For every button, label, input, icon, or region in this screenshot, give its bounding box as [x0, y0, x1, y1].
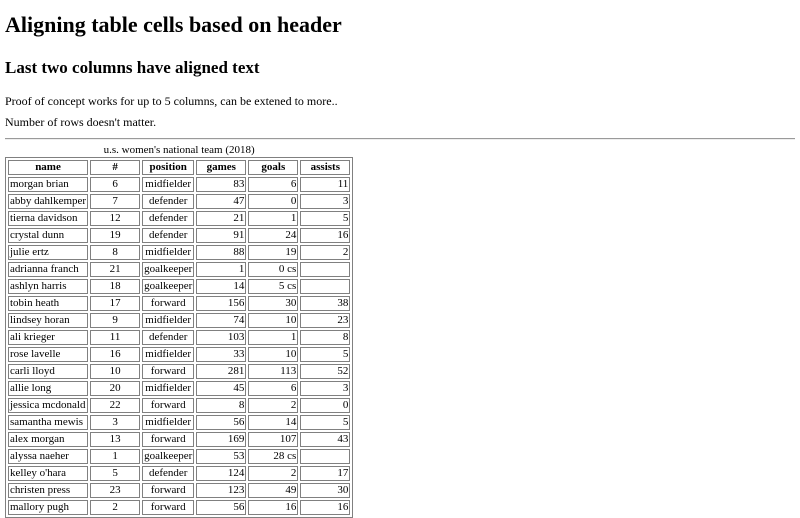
- intro-text-1: Proof of concept works for up to 5 columns, can be extened to more..: [5, 94, 338, 108]
- cell-position: forward: [142, 364, 194, 379]
- cell-number: 9: [90, 313, 140, 328]
- cell-name: lindsey horan: [8, 313, 88, 328]
- table-header-row: [8, 160, 350, 175]
- cell-name: carli lloyd: [8, 364, 88, 379]
- page: [0, 12, 800, 518]
- cell-games: 156: [196, 296, 246, 311]
- roster-table: [5, 144, 353, 518]
- cell-name: adrianna franch: [8, 262, 88, 277]
- cell-goals: 49: [248, 483, 298, 498]
- cell-assists: 30: [300, 483, 350, 498]
- cell-goals: 16: [248, 500, 298, 515]
- cell-position: forward: [142, 296, 194, 311]
- cell-number: 12: [90, 211, 140, 226]
- cell-goals: 10: [248, 313, 298, 328]
- cell-name: kelley o'hara: [8, 466, 88, 481]
- cell-assists: [300, 449, 350, 464]
- cell-goals: 5 cs: [248, 279, 298, 294]
- table-row: [8, 466, 350, 481]
- table-body: [8, 177, 350, 515]
- cell-position: goalkeeper: [144, 450, 193, 462]
- cell-goals: 6: [248, 177, 298, 192]
- cell-assists: 2: [300, 245, 350, 260]
- table-row: [8, 279, 350, 294]
- cell-number: 17: [90, 296, 140, 311]
- cell-goals: 14: [248, 415, 298, 430]
- table-row: [8, 313, 350, 328]
- cell-games: 123: [196, 483, 246, 498]
- cell-position: forward: [142, 398, 194, 413]
- cell-goals: 6: [248, 381, 298, 396]
- cell-position: forward: [142, 483, 194, 498]
- table-row: [8, 381, 350, 396]
- cell-position: defender: [142, 211, 194, 226]
- column-header-goals: goals: [248, 160, 298, 175]
- cell-name: morgan brian: [8, 177, 88, 192]
- cell-games: 56: [196, 415, 246, 430]
- cell-assists: 5: [300, 211, 350, 226]
- table-row: [8, 398, 350, 413]
- cell-goals: 1: [248, 330, 298, 345]
- cell-games: 124: [196, 466, 246, 481]
- cell-goals: 2: [248, 466, 298, 481]
- cell-assists: 11: [300, 177, 350, 192]
- table-row: [8, 245, 350, 260]
- cell-goals: 30: [248, 296, 298, 311]
- cell-name: allie long: [8, 381, 88, 396]
- column-header-name: name: [8, 160, 88, 175]
- cell-position: midfielder: [142, 177, 194, 192]
- cell-number: 8: [90, 245, 140, 260]
- cell-goals: 1: [248, 211, 298, 226]
- cell-games: 74: [196, 313, 246, 328]
- cell-name: christen press: [8, 483, 88, 498]
- cell-games: 1: [196, 262, 246, 277]
- cell-number: 16: [90, 347, 140, 362]
- cell-games: 91: [196, 228, 246, 243]
- cell-name: mallory pugh: [8, 500, 88, 515]
- cell-goals: 28 cs: [248, 449, 298, 464]
- cell-assists: 17: [300, 466, 350, 481]
- cell-position: defender: [142, 466, 194, 481]
- cell-assists: 5: [300, 347, 350, 362]
- cell-goals: 113: [248, 364, 298, 379]
- cell-number: 11: [90, 330, 140, 345]
- table-row: [8, 262, 350, 277]
- table-row: [8, 432, 350, 447]
- cell-games: 8: [196, 398, 246, 413]
- cell-number: 1: [90, 449, 140, 464]
- cell-number: 22: [90, 398, 140, 413]
- cell-assists: 43: [300, 432, 350, 447]
- cell-assists: 52: [300, 364, 350, 379]
- cell-games: 21: [196, 211, 246, 226]
- cell-number: 3: [90, 415, 140, 430]
- cell-position: midfielder: [142, 347, 194, 362]
- cell-position: forward: [142, 432, 194, 447]
- cell-assists: 16: [300, 500, 350, 515]
- cell-goals: 0 cs: [248, 262, 298, 277]
- cell-number: 5: [90, 466, 140, 481]
- cell-games: 56: [196, 500, 246, 515]
- cell-games: 47: [196, 194, 246, 209]
- cell-games: 53: [196, 449, 246, 464]
- cell-games: 169: [196, 432, 246, 447]
- cell-assists: 5: [300, 415, 350, 430]
- cell-assists: 16: [300, 228, 350, 243]
- column-header-games: games: [196, 160, 246, 175]
- cell-assists: 3: [300, 381, 350, 396]
- cell-assists: 3: [300, 194, 350, 209]
- cell-number: 2: [90, 500, 140, 515]
- cell-name: alyssa naeher: [8, 449, 88, 464]
- cell-name: ali krieger: [8, 330, 88, 345]
- table-row: [8, 449, 350, 464]
- table-caption: u.s. women's national team (2018): [103, 144, 255, 156]
- table-row: [8, 347, 350, 362]
- cell-assists: 23: [300, 313, 350, 328]
- cell-position: midfielder: [142, 245, 194, 260]
- column-header-assists: assists: [300, 160, 350, 175]
- cell-name: alex morgan: [8, 432, 88, 447]
- cell-name: crystal dunn: [8, 228, 88, 243]
- cell-games: 103: [196, 330, 246, 345]
- cell-name: julie ertz: [8, 245, 88, 260]
- cell-goals: 107: [248, 432, 298, 447]
- cell-assists: 0: [300, 398, 350, 413]
- cell-number: 13: [90, 432, 140, 447]
- cell-number: 20: [90, 381, 140, 396]
- cell-assists: 8: [300, 330, 350, 345]
- cell-assists: 38: [300, 296, 350, 311]
- cell-games: 88: [196, 245, 246, 260]
- cell-position: defender: [142, 228, 194, 243]
- table-row: [8, 177, 350, 192]
- cell-name: abby dahlkemper: [10, 195, 87, 207]
- cell-games: 281: [196, 364, 246, 379]
- cell-number: 10: [90, 364, 140, 379]
- cell-goals: 0: [248, 194, 298, 209]
- cell-name: tobin heath: [8, 296, 88, 311]
- table-row: [8, 296, 350, 311]
- page-title: Aligning table cells based on header: [5, 12, 342, 37]
- table-row: [8, 415, 350, 430]
- intro-text-2: Number of rows doesn't matter.: [5, 115, 157, 129]
- cell-position: goalkeeper: [144, 280, 193, 292]
- table-row: [8, 364, 350, 379]
- cell-games: 33: [196, 347, 246, 362]
- divider: [5, 138, 795, 140]
- cell-number: 23: [90, 483, 140, 498]
- cell-position: midfielder: [142, 381, 194, 396]
- cell-name: rose lavelle: [8, 347, 88, 362]
- cell-goals: 2: [248, 398, 298, 413]
- cell-assists: [300, 262, 350, 277]
- cell-position: midfielder: [142, 415, 194, 430]
- cell-name: samantha mewis: [8, 415, 88, 430]
- cell-position: midfielder: [142, 313, 194, 328]
- cell-games: 83: [196, 177, 246, 192]
- cell-number: 6: [90, 177, 140, 192]
- page-subtitle: Last two columns have aligned text: [5, 58, 260, 77]
- cell-assists: [300, 279, 350, 294]
- table-row: [8, 500, 350, 515]
- cell-position: goalkeeper: [144, 263, 193, 275]
- cell-position: forward: [142, 500, 194, 515]
- table-row: [8, 483, 350, 498]
- cell-name: ashlyn harris: [8, 279, 88, 294]
- cell-number: 7: [90, 194, 140, 209]
- cell-position: defender: [142, 194, 194, 209]
- table-row: [8, 330, 350, 345]
- cell-number: 19: [90, 228, 140, 243]
- cell-goals: 10: [248, 347, 298, 362]
- table-row: [8, 194, 350, 209]
- cell-number: 21: [90, 262, 140, 277]
- cell-name: jessica mcdonald: [8, 398, 88, 413]
- table-row: [8, 228, 350, 243]
- table-row: [8, 211, 350, 226]
- cell-goals: 24: [248, 228, 298, 243]
- cell-games: 45: [196, 381, 246, 396]
- column-header-position: position: [142, 160, 194, 175]
- cell-goals: 19: [248, 245, 298, 260]
- cell-name: tierna davidson: [8, 211, 88, 226]
- column-header-number: #: [90, 160, 140, 175]
- cell-games: 14: [196, 279, 246, 294]
- cell-number: 18: [90, 279, 140, 294]
- cell-position: defender: [142, 330, 194, 345]
